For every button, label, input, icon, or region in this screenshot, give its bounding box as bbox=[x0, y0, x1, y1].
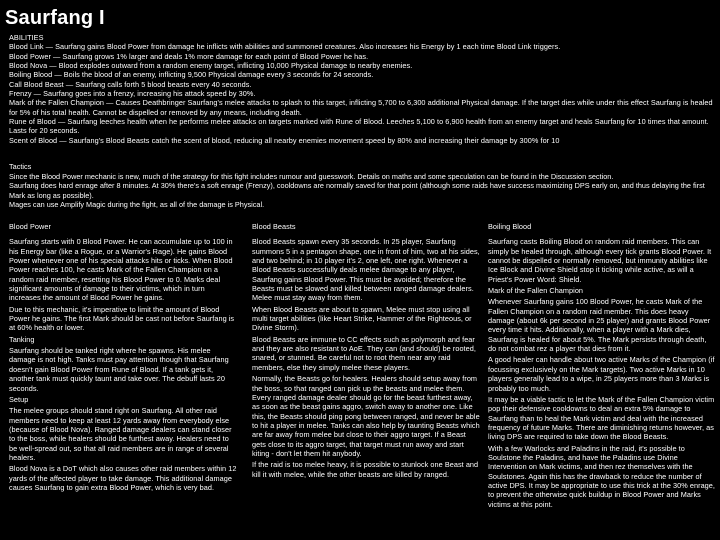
column-paragraph: Saurfang casts Boiling Blood on random raid members. This can simply be healed through, although every tick grants Blood Power. It cannot be dispelled or normally removed, but immunity abilities like Ice Block and Divine Shield stop it ticking while active, as will a Priest's Power Word: Shield. bbox=[488, 237, 712, 284]
tactics-heading: Tactics bbox=[9, 162, 32, 171]
column-paragraph: If the raid is too melee heavy, it is possible to stunlock one Beast and kill it with melee, while the other beasts are killed by ranged. bbox=[252, 460, 479, 479]
column-boiling-blood bbox=[488, 222, 716, 511]
column-subheading: Mark of the Fallen Champion bbox=[488, 286, 584, 296]
column-paragraph: Whenever Saurfang gains 100 Blood Power, he casts Mark of the Fallen Champion on a random raid member. This does heavy damage (about 6k per second in 25 player) and grants Blood Power every time it hits. Additionally, when a player with a Mark dies, Saurfang is healed for about 5%. The Mark persists through death, do not combat rez a player that dies from it. bbox=[488, 297, 711, 354]
ability-mark-of-fallen-champion: Mark of the Fallen Champion — Causes Deathbringer Saurfang's melee attacks to splash to this target, inflicting 5,700 to 6,300 additional Physical damage. If the target dies while under this effect Saurfang is healed for 5% of his total health. Cannot be dispelled or removed by any means, including death. bbox=[9, 98, 713, 117]
column-paragraph: With a few Warlocks and Paladins in the raid, it's possible to Soulstone the Paladins, and have the Paladins use Divine Intervention on Mark victims, and then rez themselves with the Soulstones. Again this has the drawback to reduce the number of active DPS. It may be appropriate to use this trick at the 30% enrage, to prevent the otherwise quick buildup in Blood Power and Marks victims at this point. bbox=[488, 443, 715, 509]
column-blood-power bbox=[9, 222, 237, 494]
ability-blood-power: Blood Power — Saurfang grows 1% larger and deals 1% more damage for each point of Blood Power he has. bbox=[9, 51, 369, 61]
page-title: Saurfang I bbox=[5, 7, 105, 29]
column-paragraph: Saurfang should be tanked right where he spawns. His melee damage is not high. Tanks must pay attention though that Saurfang doesn't gain Blood Power from Rune of Blood. If a tank gets it, another tank must quickly taunt and take over. The debuff lasts 20 seconds. bbox=[9, 346, 229, 393]
column-paragraph: When Blood Beasts are about to spawn, Melee must stop using all multi target abilities (like Heart Strike, Hammer of the Righteous, or Divine Storm). bbox=[252, 304, 472, 333]
tactics-section bbox=[9, 162, 715, 210]
ability-boiling-blood: Boiling Blood — Boils the blood of an enemy, inflicting 9,500 Physical damage every 3 seconds for 24 seconds. bbox=[9, 70, 374, 80]
ability-rune-of-blood: Rune of Blood — Saurfang leeches health when he performs melee attacks on targets marked with Rune of Blood. Leeches 5,100 to 6,900 health from an enemy target and heals Saurfang for 10 times that amount. Lasts for 20 seconds. bbox=[9, 117, 709, 136]
column-paragraph: Blood Beasts spawn every 35 seconds. In 25 player, Saurfang summons 5 in a pentagon shape, one in front of him, two at his sides, and two behind; in 10 player it's 2, one left, one right. Whenever a Blood Beasts successfully deals melee damage to any player, Saurfang gains Blood Power. This must be avoided; therefore the Beasts must be slowed and killed between ranged damage dealers. Melee must stay away from them. bbox=[252, 237, 480, 303]
ability-scent-of-blood: Scent of Blood — Saurfang's Blood Beasts catch the scent of blood, reducing all nearby enemies movement speed by 80% and increasing their damage by 300% for 10 bbox=[9, 135, 560, 145]
column-paragraph: Blood Nova is a DoT which also causes other raid members within 12 yards of the affected player to take damage. This additional damage causes Saurfang to gain extra Blood Power, which is very bad. bbox=[9, 464, 237, 492]
column-subheading: Setup bbox=[9, 394, 29, 404]
tactics-paragraph: Saurfang does hard enrage after 8 minutes. At 30% there's a soft enrage (Frenzy), cooldowns are normally saved for that point (although some raids have success maximizing DPS early on, and thus delaying the first Mark as long as possible). bbox=[9, 181, 705, 200]
ability-blood-link: Blood Link — Saurfang gains Blood Power from damage he inflicts with abilities and summoned creatures. Also increases his Energy by 1 each time Blood Link triggers. bbox=[9, 42, 561, 52]
ability-call-blood-beast: Call Blood Beast — Saurfang calls forth 5 blood beasts every 40 seconds. bbox=[9, 79, 252, 89]
column-paragraph: Due to this mechanic, it's imperative to limit the amount of Blood Power he gains. The first Mark should be cast not before Saurfang is at 60% health or lower. bbox=[9, 304, 235, 333]
tactics-paragraph: Mages can use Amplify Magic during the fight, as all of the damage is Physical. bbox=[9, 200, 265, 210]
ability-frenzy: Frenzy — Saurfang goes into a frenzy, increasing his attack speed by 30%. bbox=[9, 89, 256, 99]
column-heading: Boiling Blood bbox=[488, 222, 532, 231]
tactics-paragraph: Since the Blood Power mechanic is new, much of the strategy for this fight includes rumour and guesswork. Details on maths and some speculation can be found in the Discussion section. bbox=[9, 171, 614, 181]
column-subheading: Tanking bbox=[9, 334, 35, 344]
column-blood-beasts bbox=[252, 222, 480, 481]
column-paragraph: Normally, the Beasts go for healers. Healers should setup away from the boss, so that ranged can pick up the beasts and melee them. Every ranged damage dealer should go for the beast furthest away, as soon as the beast gains aggro, switch away to another one. Like this, the Beasts should ping pong between ranged, and never be able to hit a player in melee. Tanks can also help by taunting Beasts which are far away from melee but close to their aggro target. If a Beast gets close to its aggro target, that target must run away and start kiting - don't let them hit anybody. bbox=[252, 374, 480, 458]
ability-blood-nova: Blood Nova — Blood explodes outward from a random enemy target, inflicting 10,000 Physical damage to nearby enemies. bbox=[9, 61, 413, 71]
column-heading: Blood Power bbox=[9, 222, 51, 231]
column-paragraph: Blood Beasts are immune to CC effects such as polymorph and fear and they are also resistant to AoE. They can (and should) be rooted, snared, or stunned. Be careful not to root them near any raid members, else they simply melee these players. bbox=[252, 334, 476, 372]
column-heading: Blood Beasts bbox=[252, 222, 296, 231]
column-paragraph: A good healer can handle about two active Marks of the Champion (if focussing exclusively on the Mark targets). Two active Marks in 10 players generally lead to a wipe, in 25 players more than 3 Marks is probably too much. bbox=[488, 355, 715, 393]
abilities-section bbox=[9, 33, 715, 145]
column-paragraph: Saurfang starts with 0 Blood Power. He can accumulate up to 100 in his Energy bar (like a Rogue, or a Warrior's Rage). He gains Blood Power whenever one of his special attacks hits or ticks. When Blood Power reaches 100, he casts Mark of the Fallen Champion on a random raid member, resetting his Blood Power to 0. Marks deal significant amounts of damage to their victims, which in turn increases the amount of Blood Power he gains. bbox=[9, 237, 233, 303]
abilities-heading: ABILITIES bbox=[9, 33, 44, 42]
column-paragraph: The melee groups should stand right on Saurfang. All other raid members need to keep at least 12 yards away from everybody else (because of Blood Nova). Ranged damage dealers can stand closer to the boss, while healers should be furthest away. Healers need to be well-spread out, so that all raid members are in range of several healers. bbox=[9, 406, 232, 462]
column-paragraph: It may be a viable tactic to let the Mark of the Fallen Champion victim pop their defensive cooldowns to deal an extra 5% damage to Saurfang than to heal the Mark victim and deal with the increased frequency of future Marks. There are diminishing returns however, as living DPS are required to take down the Blood Beasts. bbox=[488, 394, 715, 442]
